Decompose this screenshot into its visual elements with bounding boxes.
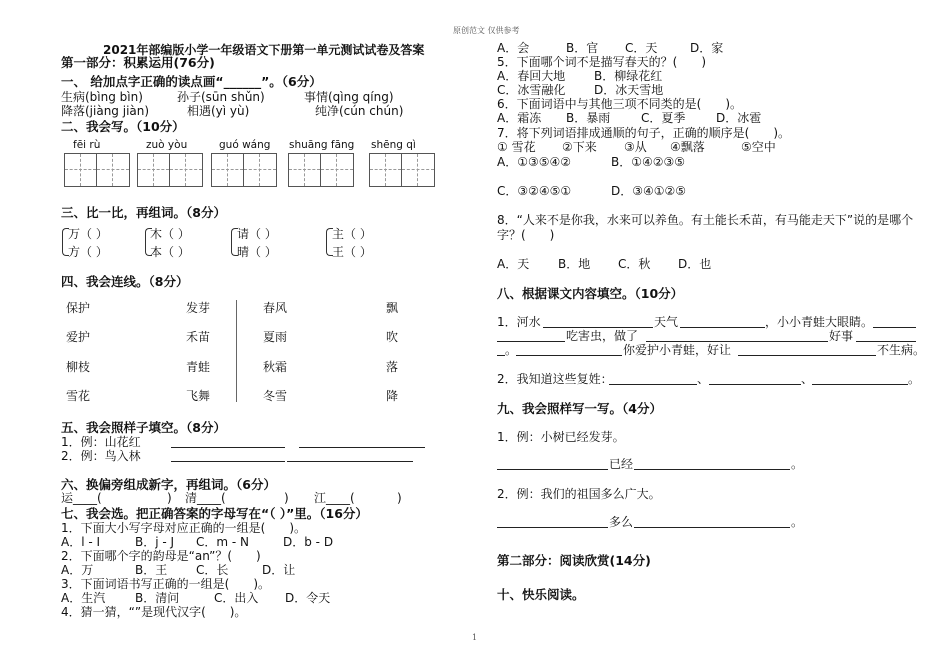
s7-q2-a[interactable]: A．万 [61, 563, 94, 577]
s7-q8-d[interactable]: D．也 [678, 257, 712, 271]
s7-q7-w5: ⑤空中 [741, 140, 776, 154]
s8-l3a: 。 [505, 343, 518, 357]
match-a-4[interactable]: 雪花 [66, 389, 91, 403]
match-b-3[interactable]: 青蛙 [186, 360, 211, 374]
s8-blank-9[interactable] [738, 355, 876, 356]
s6-item-2-close: ) [284, 491, 289, 505]
s7-q4: 4．猜一猜，“”是现代汉字( )。 [61, 605, 247, 619]
s7-q3: 3．下面词语书写正确的一组是( )。 [61, 577, 270, 591]
s7-q4-a[interactable]: A．会 [497, 41, 530, 55]
s7-q6: 6．下面词语中与其他三项不同类的是( )。 [497, 97, 742, 111]
s7-q6-a[interactable]: A．霜冻 [497, 111, 542, 125]
s1-item-5: 相遇(yì yù) [187, 104, 250, 118]
writing-grid-5[interactable] [369, 153, 435, 187]
s8-l2b: 好事 [829, 329, 854, 343]
s7-q7-w1: ① 雪花 [497, 140, 536, 154]
part1-heading: 第一部分：积累运用(76分) [61, 55, 215, 70]
s8-l1c: ，小小青蛙大眼睛。 [765, 315, 874, 329]
s8-l3b: 你爱护小青蛙，好让 [623, 343, 732, 357]
s7-q2-b[interactable]: B．王 [135, 563, 168, 577]
s1-item-3: 事情(qìng qíng) [304, 90, 394, 104]
s7-q1-b[interactable]: B．j - J [135, 535, 175, 549]
s9-e2: 2．例：我们的祖国多么广大。 [497, 487, 661, 501]
s1-item-4: 降落(jiàng jiàn) [61, 104, 150, 118]
s7-q3-c[interactable]: C．出入 [214, 591, 259, 605]
grid-cell[interactable] [65, 154, 97, 186]
s8-l2a: 吃害虫，做了 [566, 329, 639, 343]
s5-blank-2b[interactable] [287, 461, 413, 462]
s7-q7: 7．将下列词语排成通顺的句子，正确的顺序是( )。 [497, 126, 791, 140]
s8-sep-3: 。 [908, 372, 921, 386]
s8-blank-5[interactable] [646, 341, 828, 342]
s8-blank-8[interactable] [516, 355, 622, 356]
s6-item-1-close: ) [167, 491, 172, 505]
grid-cell[interactable] [402, 154, 434, 186]
s7-q2-c[interactable]: C．长 [196, 563, 229, 577]
grid-cell[interactable] [170, 154, 202, 186]
match-b-4[interactable]: 飞舞 [186, 389, 211, 403]
part2-heading: 第二部分：阅读欣赏(14分) [497, 553, 651, 568]
s7-q1-d[interactable]: D．b - D [283, 535, 334, 549]
s3-g4-1: 主（ ） [332, 227, 372, 241]
s8-blank-12[interactable] [812, 384, 908, 385]
s3-heading: 三、比一比，再组词。（8分） [61, 205, 226, 220]
s3-g1-2: 方（ ） [68, 245, 108, 259]
s1-item-1: 生病(bìng bìn) [61, 90, 143, 104]
s9-blank-1b[interactable] [634, 469, 790, 470]
s2-pinyin-5: shēng qì [371, 139, 416, 151]
s2-pinyin-2: zuò yòu [146, 139, 188, 151]
s7-q7-b[interactable]: B．①④②③⑤ [611, 155, 686, 169]
s2-heading: 二、我会写。（10分） [61, 119, 185, 134]
s7-q6-b[interactable]: B．暴雨 [566, 111, 611, 125]
match-a-3[interactable]: 柳枝 [66, 360, 91, 374]
s7-q7-c[interactable]: C．③②④⑤① [497, 184, 572, 198]
match-c-4[interactable]: 冬雪 [263, 389, 288, 403]
s7-q1-a[interactable]: A．l - I [61, 535, 101, 549]
s7-q8-a[interactable]: A．天 [497, 257, 530, 271]
s7-q7-a[interactable]: A．①③⑤④② [497, 155, 571, 169]
s7-q5-b[interactable]: B．柳绿花红 [594, 69, 663, 83]
grid-cell[interactable] [321, 154, 353, 186]
grid-cell[interactable] [97, 154, 129, 186]
s5-item-2: 2．例：鸟入林 [61, 449, 141, 463]
s3-g2-1: 木（ ） [150, 227, 190, 241]
s8-sep-2: 、 [801, 372, 814, 386]
match-c-2[interactable]: 夏雨 [263, 330, 288, 344]
matching-divider [236, 300, 237, 402]
s3-g3-1: 请（ ） [237, 227, 277, 241]
s7-q8-line2: 字？( ) [497, 228, 555, 242]
s5-item-1: 1．例：山花红 [61, 435, 141, 449]
s7-q7-w2: ②下来 [562, 140, 597, 154]
match-a-2[interactable]: 爱护 [66, 330, 91, 344]
match-d-2[interactable]: 吹 [386, 330, 399, 344]
s5-blank-1b[interactable] [299, 447, 425, 448]
s8-l1b: 天气 [654, 315, 679, 329]
s8-l4: 2．我知道这些复姓： [497, 372, 613, 386]
s7-q2-d[interactable]: D．让 [262, 563, 296, 577]
match-d-4[interactable]: 降 [386, 389, 399, 403]
s7-q5-a[interactable]: A．春回大地 [497, 69, 566, 83]
s7-q3-d[interactable]: D．令天 [285, 591, 331, 605]
s7-q5: 5．下面哪个词不是描写春天的？( ) [497, 55, 706, 69]
writing-grid-2[interactable] [137, 153, 203, 187]
s7-q4-d[interactable]: D．家 [690, 41, 724, 55]
s7-q7-d[interactable]: D．③④①②⑤ [611, 184, 687, 198]
writing-grid-1[interactable] [64, 153, 130, 187]
s7-q3-a[interactable]: A．生汽 [61, 591, 106, 605]
match-b-2[interactable]: 禾苗 [186, 330, 211, 344]
grid-cell[interactable] [244, 154, 276, 186]
s8-blank-10[interactable] [609, 384, 697, 385]
s7-q5-d[interactable]: D．冰天雪地 [594, 83, 664, 97]
s7-q3-b[interactable]: B．清问 [135, 591, 180, 605]
s3-g3-2: 晴（ ） [237, 245, 277, 259]
s9-blank-2b[interactable] [634, 527, 790, 528]
s6-heading: 六、换偏旁组成新字，再组词。（6分） [61, 477, 276, 492]
s3-g2-2: 本（ ） [150, 245, 190, 259]
grid-cell[interactable] [289, 154, 321, 186]
grid-cell[interactable] [212, 154, 244, 186]
s10-heading: 十、快乐阅读。 [497, 587, 585, 602]
s9-e2-end: 。 [791, 515, 804, 529]
s7-q7-w4: ④飘落 [670, 140, 705, 154]
header-note: 原创范文 仅供参考 [453, 26, 520, 35]
s9-heading: 九、我会照样写一写。（4分） [497, 401, 662, 416]
s5-heading: 五、我会照样子填空。（8分） [61, 420, 226, 435]
s8-blank-3[interactable] [873, 327, 916, 328]
s2-pinyin-4: shuāng fāng [289, 139, 355, 151]
grid-cell[interactable] [370, 154, 402, 186]
s3-g4-2: 王（ ） [332, 245, 372, 259]
page-number: 1 [472, 633, 478, 642]
s9-e1-end: 。 [791, 457, 804, 471]
s7-q6-c[interactable]: C．夏季 [641, 111, 686, 125]
s1-item-2: 孙子(sūn shǔn) [177, 90, 265, 104]
s6-item-3-close: ) [397, 491, 402, 505]
s7-q1-c[interactable]: C．m - N [196, 535, 250, 549]
s8-l3c: 不生病。 [877, 343, 926, 357]
s3-g1-1: 万（ ） [68, 227, 108, 241]
s2-pinyin-1: fēi rù [73, 139, 101, 151]
s7-q1: 1．下面大小写字母对应正确的一组是( )。 [61, 521, 306, 535]
s7-q8-line1: 8．“人来不是你我，水来可以养鱼。有土能长禾苗，有马能走天下”说的是哪个 [497, 213, 914, 227]
s7-q2: 2．下面哪个字的韵母是“an”？( ) [61, 549, 261, 563]
match-d-1[interactable]: 飘 [386, 301, 399, 315]
s7-heading: 七、我会选。把正确答案的字母写在“（ ）”里。（16分） [61, 506, 368, 521]
s5-blank-2a[interactable] [171, 461, 285, 462]
match-c-1[interactable]: 春风 [263, 301, 288, 315]
s8-sep-1: 、 [697, 372, 710, 386]
s9-blank-1a[interactable] [497, 469, 608, 470]
s8-blank-2[interactable] [680, 327, 765, 328]
document-title: 2021年部编版小学一年级语文下册第一单元测试试卷及答案 [103, 43, 425, 57]
s8-blank-1[interactable] [543, 327, 653, 328]
writing-grid-3[interactable] [211, 153, 277, 187]
s7-q8-c[interactable]: C．秋 [618, 257, 651, 271]
s7-q6-d[interactable]: D．冰雹 [716, 111, 762, 125]
s7-q8-b[interactable]: B．地 [558, 257, 591, 271]
s9-e1-word: 已经 [609, 457, 634, 471]
s9-e2-word: 多么 [609, 515, 634, 529]
s8-blank-6[interactable] [856, 341, 916, 342]
s8-l1a: 1．河水 [497, 315, 541, 329]
s8-blank-4[interactable] [497, 341, 565, 342]
s6-item-3[interactable]: 江____( [314, 491, 355, 505]
s9-blank-2a[interactable] [497, 527, 608, 528]
match-c-3[interactable]: 秋霜 [263, 360, 288, 374]
s7-q7-w3: ③从 [624, 140, 647, 154]
s9-e1: 1．例：小树已经发芽。 [497, 430, 625, 444]
match-b-1[interactable]: 发芽 [186, 301, 211, 315]
s7-q5-c[interactable]: C．冰雪融化 [497, 83, 566, 97]
s7-q4-b[interactable]: B．官 [566, 41, 599, 55]
s6-item-1[interactable]: 运____( [61, 491, 102, 505]
writing-grid-4[interactable] [288, 153, 354, 187]
match-d-3[interactable]: 落 [386, 360, 399, 374]
s7-q4-c[interactable]: C．天 [625, 41, 658, 55]
s5-blank-1a[interactable] [171, 447, 285, 448]
s8-heading: 八、根据课文内容填空。（10分） [497, 286, 684, 301]
s2-pinyin-3: guó wáng [219, 139, 271, 151]
grid-cell[interactable] [138, 154, 170, 186]
s1-item-6: 纯净(cún chún) [315, 104, 404, 118]
s8-blank-7[interactable] [497, 355, 505, 356]
s6-item-2[interactable]: 清____( [185, 491, 226, 505]
match-a-1[interactable]: 保护 [66, 301, 91, 315]
s8-blank-11[interactable] [709, 384, 801, 385]
s4-heading: 四、我会连线。（8分） [61, 274, 189, 289]
s1-heading: 一、 给加点字正确的读点画“______”。（6分） [61, 74, 322, 89]
